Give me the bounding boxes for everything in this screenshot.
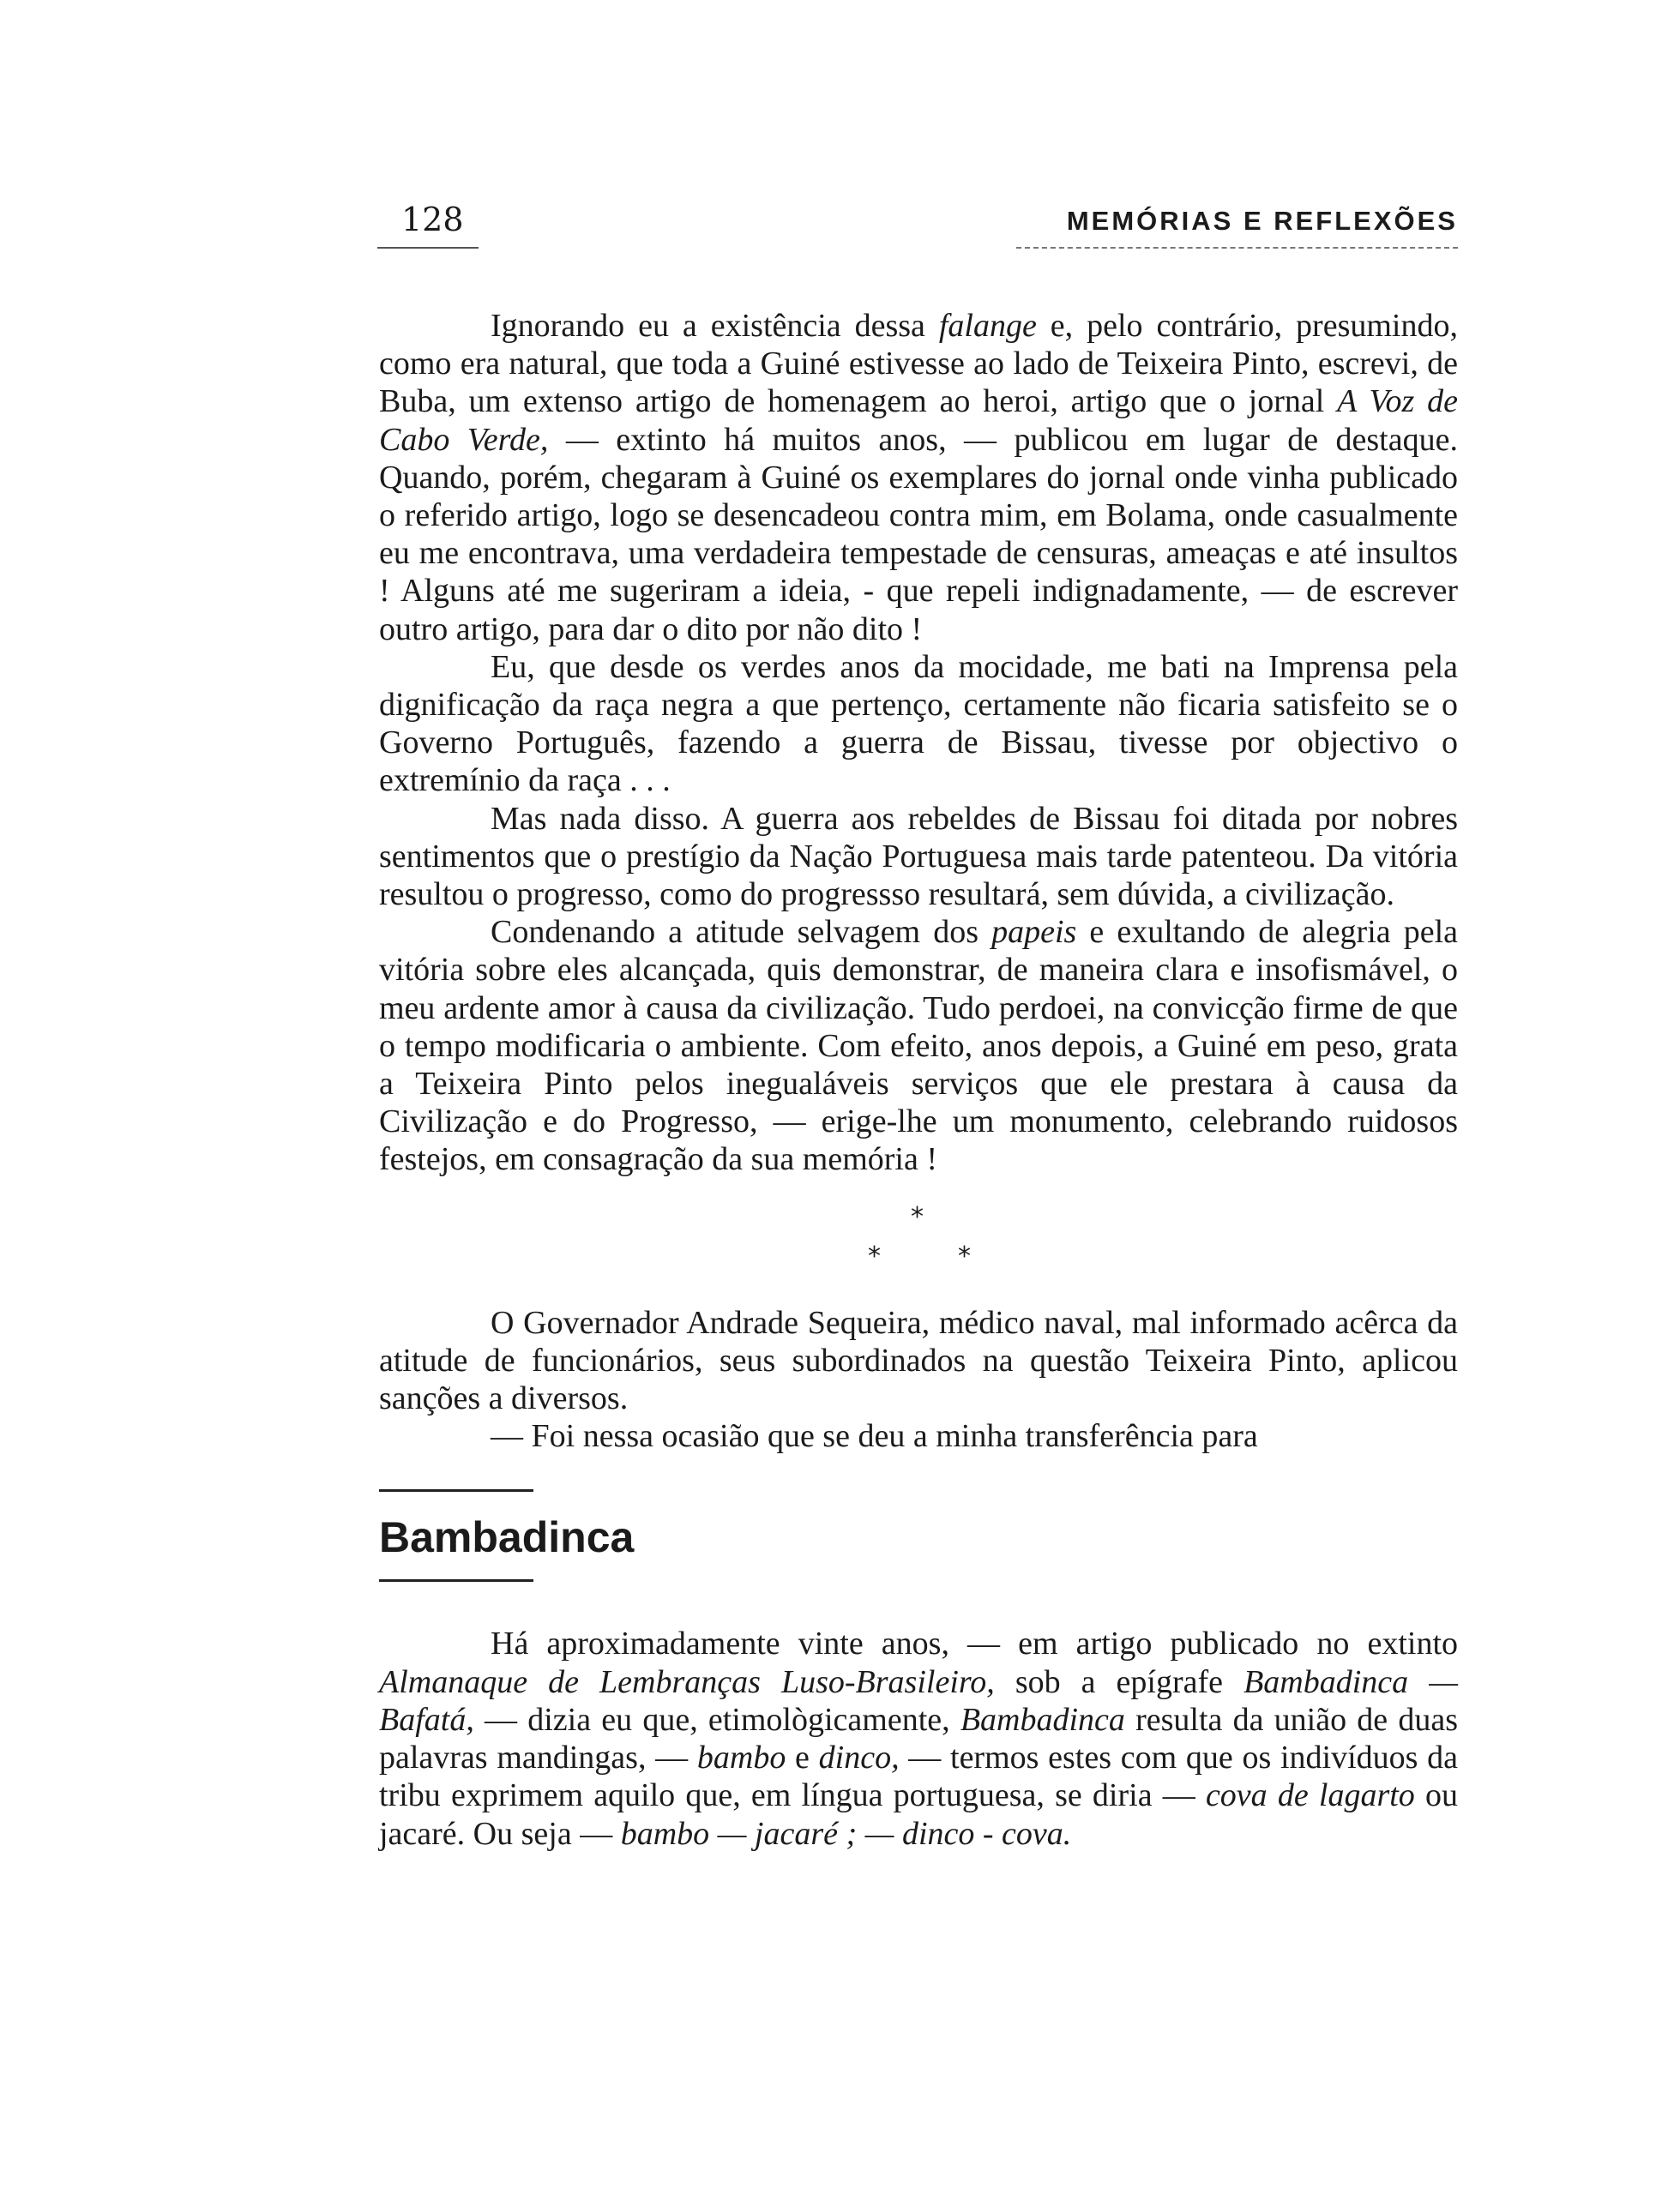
asterisk: * bbox=[868, 1241, 881, 1271]
italic-text-run: bambo bbox=[696, 1740, 786, 1776]
text-run: O Governador Andrade Sequeira, médico naval, mal informado acêrca da atitude de funcionários, seus subordinados na questão Teixeira Pinto, aplicou sanções a diversos. bbox=[379, 1304, 1458, 1417]
italic-text-run: bambo — jacaré ; — dinco - cova. bbox=[620, 1815, 1072, 1852]
asterism-section-break bbox=[379, 1189, 1458, 1292]
text-run: — dizia eu que, etimològicamente, bbox=[473, 1701, 960, 1738]
text-run: Eu, que desde os verdes anos da mocidade, me bati na Imprensa pela dignificação da raça negra a que pertenço, certamente não ficaria satisfeito se o Governo Português, fazendo a guerra de Bissau, tivesse por objectivo o extremínio da raça . . . bbox=[379, 648, 1458, 799]
text-run: ou jacaré. Ou seja — bbox=[379, 1777, 1458, 1852]
section-body bbox=[379, 1625, 1458, 1852]
italic-text-run: papeis bbox=[991, 914, 1077, 951]
section-heading-block bbox=[379, 1489, 1458, 1609]
paragraph bbox=[379, 800, 1458, 914]
running-title-underline bbox=[1016, 247, 1458, 249]
text-run: — extinto há muitos anos, — publicou em lugar de destaque. Quando, porém, chegaram à Guiné os exemplares do jornal onde vinha publicado o referido artigo, logo se desencadeou contra mim, em Bolama, onde casualmente eu me encontrava, uma verdadeira tempestade de censuras, ameaças e até insultos ! Alguns até me sugeriram a ideia, - que repeli indignadamente, — de escrever outro artigo, para dar o dito por não dito ! bbox=[379, 421, 1458, 647]
section-title: Bambadinca bbox=[379, 1513, 635, 1562]
italic-text-run: Almanaque de Lembranças Luso-Brasileiro, bbox=[379, 1663, 995, 1700]
paragraph bbox=[379, 1625, 1458, 1852]
text-run: resulta da união de duas palavras mandingas, — bbox=[379, 1701, 1458, 1776]
paragraph-group-before-break bbox=[379, 307, 1458, 1179]
paragraph bbox=[379, 307, 1458, 648]
italic-text-run: Bambadinca bbox=[960, 1701, 1125, 1738]
running-head bbox=[377, 199, 1458, 250]
italic-text-run: A Voz de Cabo Verde, bbox=[379, 383, 1458, 458]
italic-text-run: Bambadinca — Bafatá, bbox=[379, 1663, 1458, 1738]
text-run: sob a epígrafe bbox=[994, 1663, 1244, 1700]
italic-text-run: cova de lagarto bbox=[1205, 1777, 1415, 1814]
text-run: Ignorando eu a existência dessa bbox=[491, 308, 939, 344]
text-run: Há aproximadamente vinte anos, — em artigo publicado no extinto bbox=[491, 1626, 1458, 1662]
section-rule-top bbox=[379, 1489, 533, 1492]
text-run: Condenando a atitude selvagem dos bbox=[491, 914, 992, 951]
text-run: e, pelo contrário, presumindo, como era natural, que toda a Guiné estivesse ao lado de Teixeira Pinto, escrevi, de Buba, um extenso artigo de homenagem ao heroi, artigo que o jornal bbox=[379, 308, 1458, 420]
paragraph bbox=[379, 913, 1458, 1178]
body-text bbox=[379, 307, 1458, 1853]
italic-text-run: falange bbox=[938, 308, 1037, 344]
paragraph-group-after-break bbox=[379, 1304, 1458, 1456]
asterisk: * bbox=[911, 1201, 924, 1232]
paragraph bbox=[379, 1417, 1458, 1455]
paragraph bbox=[379, 648, 1458, 800]
section-rule-bottom bbox=[379, 1579, 533, 1582]
page-number: 128 bbox=[401, 201, 464, 238]
text-run: e exultando de alegria pela vitória sobre eles alcançada, quis demonstrar, de maneira clara e insofismável, o meu ardente amor à causa da civilização. Tudo perdoei, na convicção firme de que o tempo modificaria o ambiente. Com efeito, anos depois, a Guiné em peso, grata a Teixeira Pinto pelos inegualáveis serviços que ele prestara à causa da Civilização e do Progresso, — erige-lhe um monumento, celebrando ruidosos festejos, em consagração da sua memória ! bbox=[379, 914, 1458, 1178]
text-run: e bbox=[786, 1740, 819, 1776]
text-run: — termos estes com que os indivíduos da tribu exprimem aquilo que, em língua portuguesa, se diria — bbox=[379, 1740, 1458, 1814]
paragraph bbox=[379, 1304, 1458, 1418]
text-run: Mas nada disso. A guerra aos rebeldes de Bissau foi ditada por nobres sentimentos que o prestígio da Nação Portuguesa mais tarde patenteou. Da vitória resultou o progresso, como do progressso resultará, sem dúvida, a civilização. bbox=[379, 800, 1458, 913]
asterisk: * bbox=[958, 1241, 971, 1271]
running-title: MEMÓRIAS E REFLEXÕES bbox=[1066, 206, 1458, 236]
page-number-underline bbox=[377, 247, 479, 249]
text-run: — Foi nessa ocasião que se deu a minha transferência para bbox=[491, 1418, 1258, 1455]
italic-text-run: dinco, bbox=[818, 1740, 900, 1776]
